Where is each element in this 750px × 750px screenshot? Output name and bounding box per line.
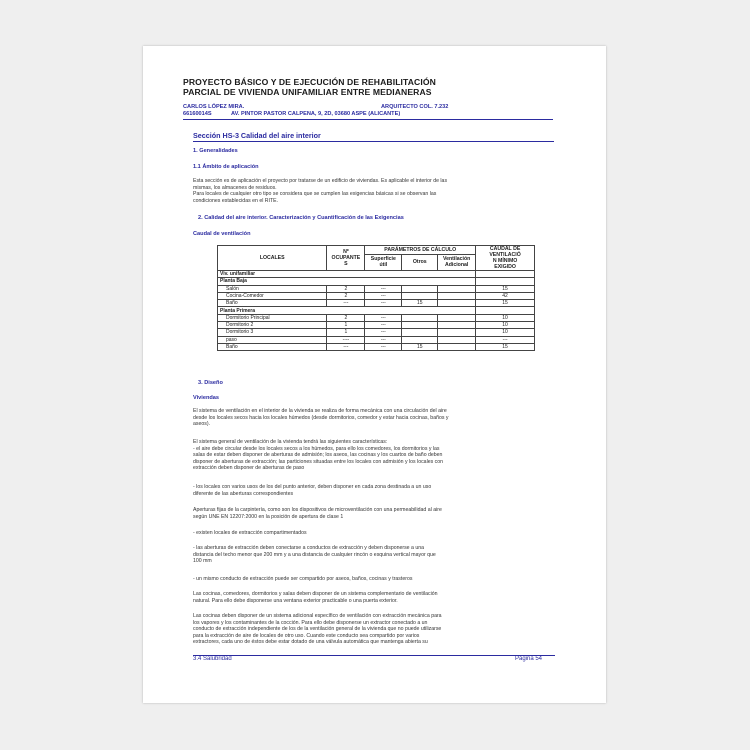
cell-ventilacion bbox=[438, 336, 476, 343]
heading-calidad: 2. Calidad del aire interior. Caracterización y Cuantificación de las Exigencias bbox=[198, 215, 404, 221]
cell-ocupantes: --- bbox=[327, 343, 365, 350]
cell-local: Dormitorio 2 bbox=[218, 322, 327, 329]
paragraph-diseno-a: El sistema de ventilación en el interior de la vivienda se realiza de forma mecánica con una circulación del aire desde los locales secos hacia los locales húmedos (desde dormitorios, comedor y estar hacia cocinas, baños y aseos). bbox=[193, 408, 449, 428]
cell-otros bbox=[402, 292, 438, 299]
header-locales: LOCALES bbox=[218, 246, 327, 271]
section-rule bbox=[193, 141, 554, 142]
heading-caudal: Caudal de ventilación bbox=[193, 231, 251, 237]
group-label: Viv. unifamiliar bbox=[218, 271, 476, 278]
footer-page-number: Página 54 bbox=[515, 656, 543, 662]
table-row bbox=[218, 343, 535, 350]
table-header-row bbox=[218, 246, 535, 255]
table-row bbox=[218, 329, 535, 336]
paragraph-diseno-h: Las cocinas, comedores, dormitorios y salas deben disponer de un sistema complementario de ventilación natural. Para ello debe disponerse una ventana exterior practicable o una puerta exterior. bbox=[193, 591, 438, 604]
heading-ambito: 1.1 Ámbito de aplicación bbox=[193, 164, 259, 170]
table-body-planta-baja bbox=[218, 285, 535, 307]
document-title: PROYECTO BÁSICO Y DE EJECUCIÓN DE REHABILITACIÓN PARCIAL DE VIVIENDA UNIFAMILIAR ENTRE MEDIANERAS bbox=[183, 77, 436, 97]
cell-ventilacion bbox=[438, 292, 476, 299]
paragraph-diseno-d: Aperturas fijas de la carpintería, como son los dispositivos de microventilación con una permeabilidad al aire según UNE EN 12207:2000 en la posición de apertura de clase 1 bbox=[193, 507, 442, 520]
cell-otros bbox=[402, 314, 438, 321]
cell-superficie: --- bbox=[365, 343, 402, 350]
author-role: ARQUITECTO COL. 7.232 bbox=[381, 104, 449, 110]
cell-otros bbox=[402, 336, 438, 343]
document-page bbox=[143, 46, 606, 703]
paragraph-diseno-g: - un mismo conducto de extracción puede ser compartido por aseos, baños, cocinas y trasteros bbox=[193, 576, 413, 582]
cell-ocupantes: ---- bbox=[327, 336, 365, 343]
cell-ventilacion bbox=[438, 300, 476, 307]
cell-ocupantes: 2 bbox=[327, 314, 365, 321]
cell-local: Cocina-Comedor bbox=[218, 292, 327, 299]
header-caudal: CAUDAL DE VENTILACIÓ N MÍNIMO EXIGIDO bbox=[476, 246, 535, 271]
cell-ventilacion bbox=[438, 329, 476, 336]
cell-otros bbox=[402, 329, 438, 336]
cell-superficie: --- bbox=[365, 292, 402, 299]
paragraph-diseno-e: - existen locales de extracción compartimentados bbox=[193, 530, 307, 536]
table-row bbox=[218, 285, 535, 292]
table-row bbox=[218, 314, 535, 321]
cell-caudal: 42 bbox=[476, 292, 535, 299]
table-row bbox=[218, 292, 535, 299]
cell-local: Salón bbox=[218, 285, 327, 292]
table-row bbox=[218, 300, 535, 307]
cell-otros: 15 bbox=[402, 300, 438, 307]
cell-ventilacion bbox=[438, 285, 476, 292]
footer-rule bbox=[193, 655, 555, 656]
cell-superficie: --- bbox=[365, 336, 402, 343]
cell-local: Dormitorio Principal bbox=[218, 314, 327, 321]
cell-ocupantes: 2 bbox=[327, 292, 365, 299]
author-address: AV. PINTOR PASTOR CALPENA, 9, 2D, 03680 ASPE (ALICANTE) bbox=[231, 111, 401, 117]
paragraph-diseno-c: - los locales con varios usos de los del punto anterior, deben disponer en cada zona destinada a un uso diferente de las aberturas correspondientes bbox=[193, 484, 432, 497]
table-floor-row bbox=[218, 278, 535, 285]
cell-ocupantes: 2 bbox=[327, 285, 365, 292]
header-rule bbox=[183, 119, 553, 120]
header-otros: Otros bbox=[402, 254, 438, 270]
floor-label-primera: Planta Primera bbox=[218, 307, 476, 314]
cell-caudal: 10 bbox=[476, 314, 535, 321]
cell-otros bbox=[402, 322, 438, 329]
cell-caudal: 15 bbox=[476, 285, 535, 292]
heading-viviendas: Viviendas bbox=[193, 395, 220, 401]
table-body-planta-primera bbox=[218, 314, 535, 350]
cell-local: Baño bbox=[218, 343, 327, 350]
cell-superficie: --- bbox=[365, 285, 402, 292]
paragraph-ambito: Esta sección es de aplicación el proyecto por tratarse de un edificio de viviendas. Es aplicable el interior de las mismas, los almacenes de residuos. Para locales de cualquier otro tipo se considera que se cumplen las exigencias básicas si se observan las condiciones establecidas en el RITE. bbox=[193, 178, 448, 204]
author-name: CARLOS LÓPEZ MIRA. bbox=[183, 104, 245, 110]
cell-superficie: --- bbox=[365, 322, 402, 329]
cell-ocupantes: --- bbox=[327, 300, 365, 307]
table-floor-row bbox=[218, 307, 535, 314]
ventilation-table bbox=[217, 245, 535, 351]
cell-ventilacion bbox=[438, 314, 476, 321]
author-nif: 66160014S bbox=[183, 111, 212, 117]
table-row bbox=[218, 322, 535, 329]
footer-section: 3.4 Salubridad bbox=[193, 656, 232, 662]
cell-ocupantes: 1 bbox=[327, 322, 365, 329]
cell-caudal: 10 bbox=[476, 329, 535, 336]
cell-superficie: --- bbox=[365, 300, 402, 307]
cell-caudal: 10 bbox=[476, 322, 535, 329]
header-superficie: Superficie útil bbox=[365, 254, 402, 270]
cell-ocupantes: 1 bbox=[327, 329, 365, 336]
cell-superficie: --- bbox=[365, 314, 402, 321]
cell-otros bbox=[402, 285, 438, 292]
table-row bbox=[218, 336, 535, 343]
paragraph-diseno-i: Las cocinas deben disponer de un sistema adicional específico de ventilación con extracción mecánica para los vapores y los contaminantes de la cocción. Para ello debe disponerse un extractor conectado a un conducto de extracción independiente de los de la ventilación general de la vivienda que no puede utilizarse para la extracción de aire de locales de otro uso. Cuando este conducto sea compartido por varios extractores, cada uno de éstos debe estar dotado de una válvula automática que mantenga abierta su bbox=[193, 613, 442, 646]
cell-local: Dormitorio 3 bbox=[218, 329, 327, 336]
cell-ventilacion bbox=[438, 343, 476, 350]
header-ventilacion: Ventilación Adicional bbox=[438, 254, 476, 270]
header-parametros: PARÁMETROS DE CÁLCULO bbox=[365, 246, 476, 255]
table-group-row bbox=[218, 271, 535, 278]
section-title: Sección HS-3 Calidad del aire interior bbox=[193, 131, 321, 140]
cell-superficie: --- bbox=[365, 329, 402, 336]
paragraph-diseno-b: El sistema general de ventilación de la vivienda tendrá las siguientes características: - el aire debe circular desde los locales secos a los húmedos, para ello los comedores, los dormitorios y las salas de estar deben disponer de aberturas de admisión; los aseos, las cocinas y los cuartos de baño deben disponer de aberturas de extracción; las particiones situadas entre los locales con admisión y los locales con extracción deben disponer de aberturas de paso bbox=[193, 439, 444, 472]
cell-caudal: --- bbox=[476, 336, 535, 343]
heading-diseno: 3. Diseño bbox=[198, 380, 223, 386]
paragraph-diseno-f: - las aberturas de extracción deben conectarse a conductos de extracción y deben disponerse a una distancia del techo menor que 200 mm y a una distancia de cualquier rincón o esquina vertical mayor que 100 mm bbox=[193, 545, 436, 565]
heading-generalidades: 1. Generalidades bbox=[193, 148, 238, 154]
cell-caudal: 15 bbox=[476, 300, 535, 307]
header-ocupantes: Nº OCUPANTE S bbox=[327, 246, 365, 271]
floor-label-baja: Planta Baja bbox=[218, 278, 476, 285]
cell-local: Baño bbox=[218, 300, 327, 307]
cell-ventilacion bbox=[438, 322, 476, 329]
cell-local: paso bbox=[218, 336, 327, 343]
cell-caudal: 15 bbox=[476, 343, 535, 350]
cell-otros: 15 bbox=[402, 343, 438, 350]
